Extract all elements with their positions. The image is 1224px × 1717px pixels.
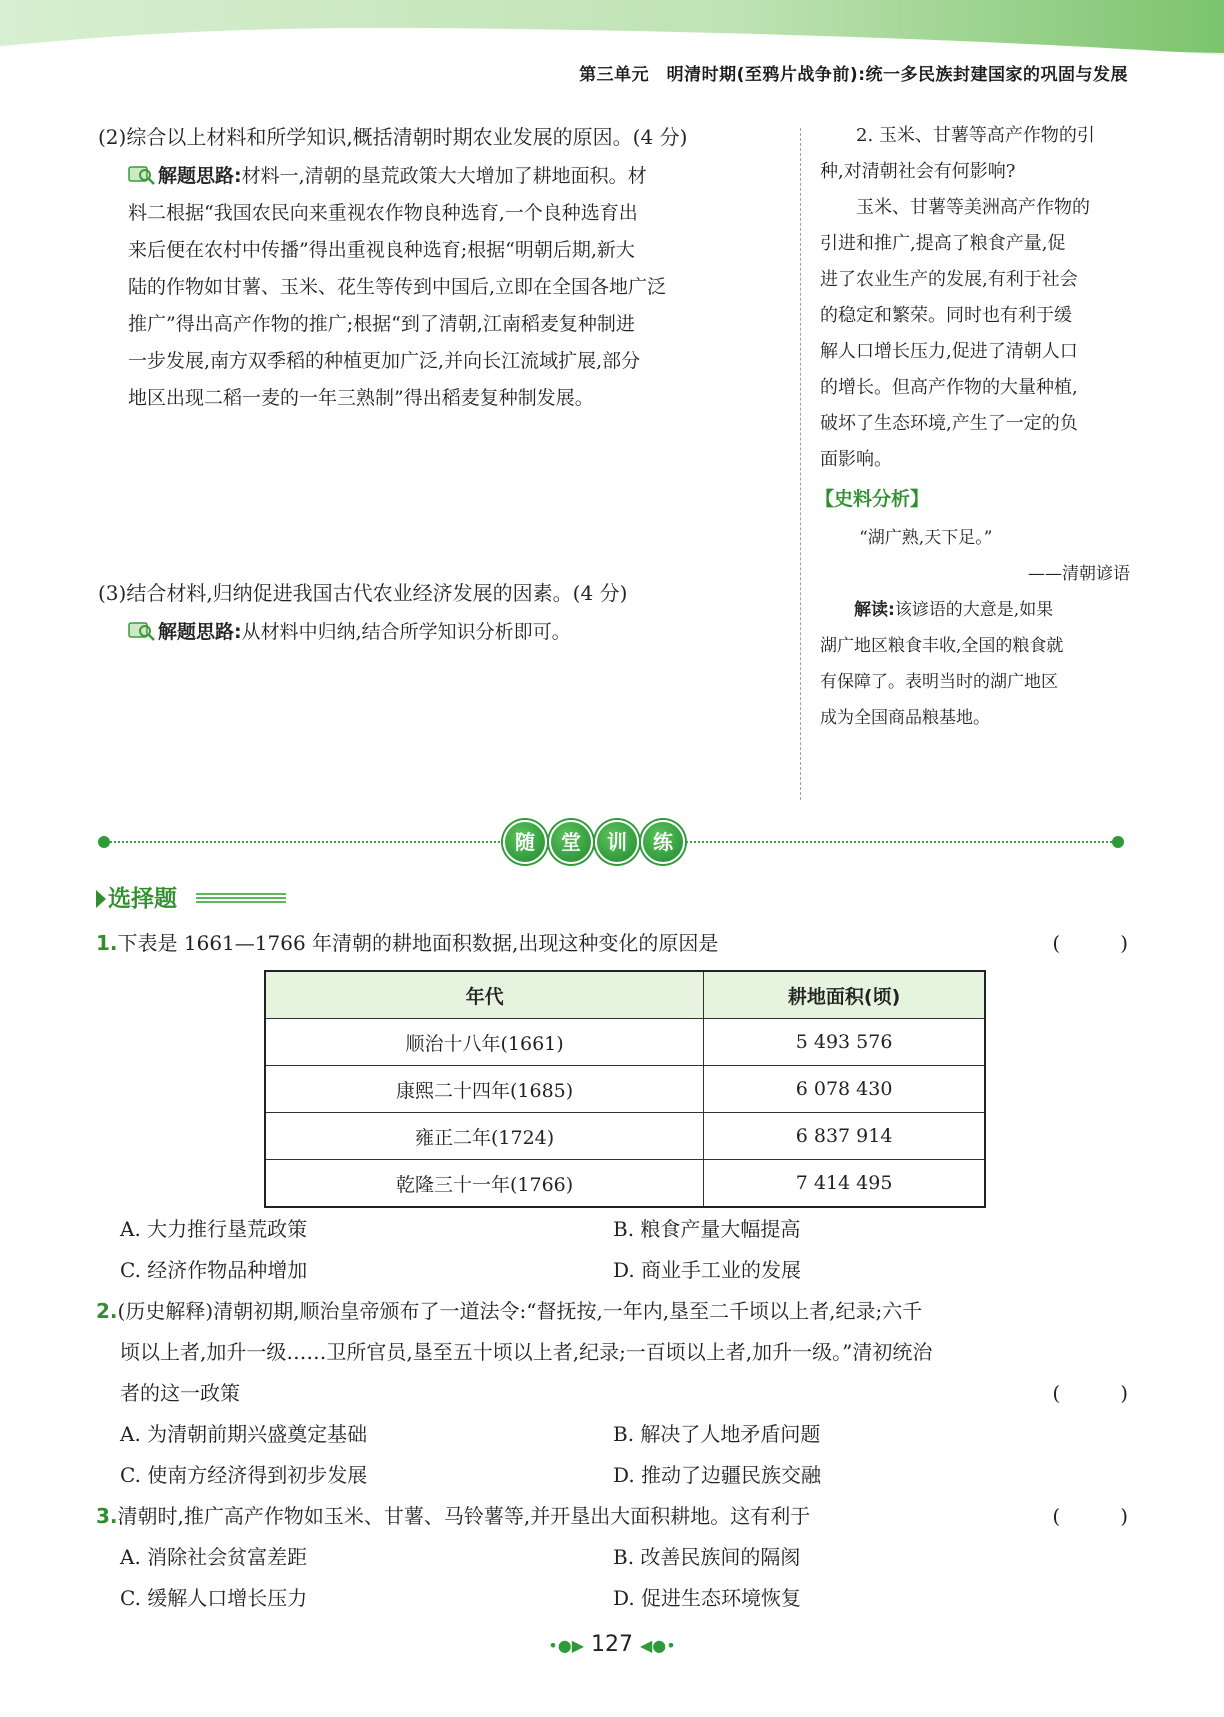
interpretation-line: 湖广地区粮食丰收,全国的粮食就 <box>820 636 1064 656</box>
sidebar-answer-line: 的稳定和繁荣。同时也有利于缓 <box>820 305 1072 326</box>
sidebar-answer-line: 解人口增长压力,促进了清朝人口 <box>820 341 1078 362</box>
option-b[interactable]: B. 改善民族间的隔阂 <box>613 1545 801 1569</box>
table-row <box>265 1113 985 1160</box>
option-a[interactable]: A. 消除社会贫富差距 <box>120 1545 308 1569</box>
table-header-cell: 耕地面积(顷) <box>704 971 985 1019</box>
hint-text: 从材料中归纳,结合所学知识分析即可。 <box>241 621 571 643</box>
hint-label: 解题思路: <box>158 621 242 643</box>
table-row <box>265 1019 985 1066</box>
answer-blank[interactable]: ( ) <box>1052 1381 1128 1405</box>
option-b[interactable]: B. 粮食产量大幅提高 <box>613 1217 801 1241</box>
divider-line <box>110 841 500 843</box>
section-title-badges <box>503 820 685 864</box>
page-number-text: 127 <box>591 1632 633 1657</box>
divider-line <box>686 841 1112 843</box>
question-text: 者的这一政策 <box>120 1381 240 1405</box>
sidebar-question-line: 2. 玉米、甘薯等高产作物的引 <box>856 125 1095 146</box>
hint-line: 材料一,清朝的垦荒政策大大增加了耕地面积。材 <box>241 165 647 187</box>
hint-line: 地区出现二稻一麦的一年三熟制”得出稻麦复种制发展。 <box>128 387 594 409</box>
table-header-cell: 年代 <box>265 971 704 1019</box>
sidebar-answer-line: 引进和推广,提高了粮食产量,促 <box>820 233 1066 254</box>
sidebar-question <box>820 118 1130 478</box>
option-d[interactable]: D. 推动了边疆民族交融 <box>613 1463 822 1487</box>
table-row <box>265 1066 985 1113</box>
magnifier-icon <box>128 165 156 185</box>
question-number: 3. <box>96 1504 118 1528</box>
sidebar-answer-line: 的增长。但高产作物的大量种植, <box>820 377 1078 398</box>
question-text: 清朝时,推广高产作物如玉米、甘薯、马铃薯等,并开垦出大面积耕地。这有利于 <box>117 1504 811 1528</box>
section-char: 堂 <box>549 820 593 864</box>
table-cell: 6 078 430 <box>704 1066 985 1113</box>
table-cell: 康熙二十四年(1685) <box>265 1066 704 1113</box>
interpretation-line: 该谚语的大意是,如果 <box>894 600 1054 620</box>
section-char: 随 <box>503 820 547 864</box>
left-ornament-icon: •●▶ <box>548 1636 584 1655</box>
answer-blank[interactable]: ( ) <box>1052 1504 1128 1528</box>
right-ornament-icon: ◀●• <box>640 1636 676 1655</box>
answer-blank[interactable]: ( ) <box>1052 931 1128 955</box>
option-b[interactable]: B. 解决了人地矛盾问题 <box>613 1422 821 1446</box>
hint-block-2 <box>128 158 778 417</box>
option-c[interactable]: C. 经济作物品种增加 <box>120 1258 308 1282</box>
sidebar-answer-line: 面影响。 <box>820 449 892 470</box>
table-cell: 5 493 576 <box>704 1019 985 1066</box>
interpretation-line: 有保障了。表明当时的湖广地区 <box>820 672 1058 692</box>
proverb-quote: “湖广熟,天下足。” <box>859 528 993 548</box>
title-stripes <box>196 893 286 905</box>
hint-line: 陆的作物如甘薯、玉米、花生等传到中国后,立即在全国各地广泛 <box>128 276 667 298</box>
sidebar-answer-line: 破坏了生态环境,产生了一定的负 <box>820 413 1078 434</box>
proverb-source: ——清朝谚语 <box>1028 564 1130 584</box>
question-type-title: 选择题 <box>96 880 177 913</box>
table-row <box>265 1160 985 1208</box>
column-divider <box>800 128 801 800</box>
interpretation-line: 成为全国商品粮基地。 <box>820 708 990 728</box>
unit-title: 第三单元 明清时期(至鸦片战争前):统一多民族封建国家的巩固与发展 <box>579 65 1128 85</box>
table-cell: 乾隆三十一年(1766) <box>265 1160 704 1208</box>
hint-line: 一步发展,南方双季稻的种植更加广泛,并向长江流域扩展,部分 <box>128 350 641 372</box>
option-a[interactable]: A. 为清朝前期兴盛奠定基础 <box>120 1422 368 1446</box>
question-2 <box>96 1294 922 1328</box>
divider-dot <box>98 836 110 848</box>
option-c[interactable]: C. 使南方经济得到初步发展 <box>120 1463 368 1487</box>
question-2-prompt: (2)综合以上材料和所学知识,概括清朝时期农业发展的原因。(4 分) <box>98 125 688 149</box>
arrow-icon <box>96 890 106 908</box>
source-analysis-heading: 【史料分析】 <box>815 488 930 510</box>
section-char: 练 <box>641 820 685 864</box>
sidebar-answer-line: 玉米、甘薯等美洲高产作物的 <box>856 197 1090 218</box>
farmland-table <box>264 970 986 1208</box>
option-a[interactable]: A. 大力推行垦荒政策 <box>120 1217 308 1241</box>
sidebar-answer-line: 进了农业生产的发展,有利于社会 <box>820 269 1078 290</box>
table-cell: 顺治十八年(1661) <box>265 1019 704 1066</box>
table-cell: 雍正二年(1724) <box>265 1113 704 1160</box>
option-d[interactable]: D. 商业手工业的发展 <box>613 1258 802 1282</box>
table-header-row <box>265 971 985 1019</box>
source-analysis <box>820 520 1130 736</box>
magnifier-icon <box>128 621 156 641</box>
question-1 <box>96 926 718 960</box>
table-cell: 6 837 914 <box>704 1113 985 1160</box>
hint-label: 解题思路: <box>158 165 242 187</box>
hint-line: 料二根据“我国农民向来重视农作物良种选育,一个良种选育出 <box>128 202 638 224</box>
interpretation-label: 解读: <box>854 600 895 620</box>
table-cell: 7 414 495 <box>704 1160 985 1208</box>
question-text: 顷以上者,加升一级……卫所官员,垦至五十顷以上者,纪录;一百顷以上者,加升一级。”清初统治 <box>120 1340 933 1364</box>
question-text: (历史解释)清朝初期,顺治皇帝颁布了一道法令:“督抚按,一年内,垦至二千顷以上者,纪录;六千 <box>117 1299 923 1323</box>
option-d[interactable]: D. 促进生态环境恢复 <box>613 1586 802 1610</box>
hint-line: 推广”得出高产作物的推广;根据“到了清朝,江南稻麦复种制进 <box>128 313 635 335</box>
question-3-prompt: (3)结合材料,归纳促进我国古代农业经济发展的因素。(4 分) <box>98 581 628 605</box>
question-number: 2. <box>96 1299 118 1323</box>
section-char: 训 <box>595 820 639 864</box>
option-c[interactable]: C. 缓解人口增长压力 <box>120 1586 308 1610</box>
question-number: 1. <box>96 931 118 955</box>
question-text: 下表是 1661—1766 年清朝的耕地面积数据,出现这种变化的原因是 <box>117 931 719 955</box>
page-number <box>0 1632 1224 1657</box>
divider-dot <box>1112 836 1124 848</box>
hint-line: 来后便在农村中传播”得出重视良种选育;根据“明朝后期,新大 <box>128 239 635 261</box>
question-3 <box>96 1499 810 1533</box>
practice-section-divider <box>98 820 1124 864</box>
hint-block-3 <box>128 614 778 651</box>
sidebar-question-line: 种,对清朝社会有何影响? <box>820 161 1016 182</box>
